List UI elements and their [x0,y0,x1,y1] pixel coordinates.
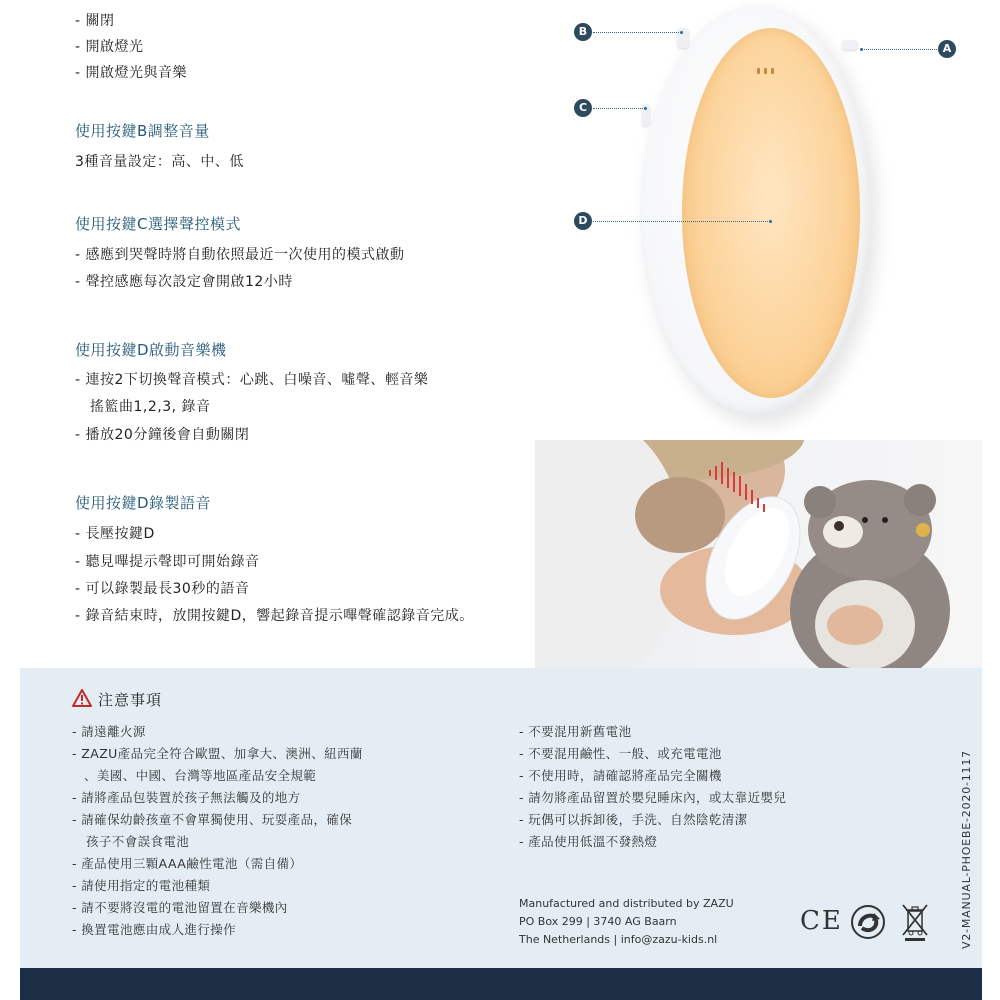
mode-off-item: - 關閉 [75,13,115,29]
footer-bar [20,968,982,1000]
weee-bin-icon [900,902,930,942]
section-rec-item: - 錄音結束時，放開按鍵D，響起錄音提示嗶聲確認錄音完成。 [75,608,474,624]
section-rec-item: - 可以錄製最長30秒的語音 [75,581,250,597]
notice-left-item: - 產品使用三顆AAA鹼性電池（需自備） [72,856,303,871]
section-rec-item: - 聽見嗶提示聲即可開始錄音 [75,554,260,570]
notice-title: 注意事項 [98,691,163,709]
label-c-leader [593,108,645,109]
notice-right-item: - 不要混用鹼性、一般、或充電電池 [519,746,722,761]
label-a-leader [862,49,937,50]
notice-left-item: - 請確保幼齡孩童不會單獨使用、玩耍產品，確保 [72,812,353,827]
notice-left-item: - 換置電池應由成人進行操作 [72,922,237,937]
section-c-item: - 感應到哭聲時將自動依照最近一次使用的模式啟動 [75,247,405,263]
section-c-heading: 使用按鍵C選擇聲控模式 [75,215,241,233]
notice-left-item: - ZAZU產品完全符合歐盟、加拿大、澳洲、紐西蘭 [72,746,363,761]
notice-left-item-cont: 、美國、中國、台灣等地區產品安全規範 [84,768,317,783]
label-a-leader-end [860,48,863,51]
notice-left-item-cont: 孩子不會誤食電池 [86,834,190,849]
label-d-marker: D [574,212,592,230]
contact-line: The Netherlands | info@zazu-kids.nl [519,933,718,946]
label-b-marker: B [574,23,592,41]
label-b-leader [593,32,681,33]
notice-left-item: - 請將產品包裝置於孩子無法觸及的地方 [72,790,301,805]
usage-photo [535,440,982,668]
section-d-item: - 播放20分鐘後會自動關閉 [75,427,250,443]
notice-right-item: - 產品使用低溫不發熱燈 [519,834,658,849]
section-rec-heading: 使用按鍵D錄製語音 [75,494,212,512]
label-d-leader-end [769,220,772,223]
notice-right-item: - 不要混用新舊電池 [519,724,632,739]
section-b-text: 3種音量設定：高、中、低 [75,154,244,170]
notice-left-item: - 請不要將沒電的電池留置在音樂機內 [72,900,288,915]
notice-right-item: - 請勿將產品留置於嬰兒睡床內，或太靠近嬰兒 [519,790,787,805]
speaker-slot [771,68,774,74]
section-c-item: - 聲控感應每次設定會開啟12小時 [75,274,293,290]
section-d-item: - 連按2下切換聲音模式：心跳、白噪音、噓聲、輕音樂 [75,372,429,388]
label-c-marker: C [574,99,592,117]
notice-left-item: - 請使用指定的電池種類 [72,878,211,893]
section-d-heading: 使用按鍵D啟動音樂機 [75,341,227,359]
manual-version-code: V2-MANUAL-PHOEBE-2020-1117 [960,750,973,949]
warning-icon [72,689,92,707]
notice-right-item: - 玩偶可以拆卸後，手洗、自然陰乾清潔 [519,812,748,827]
section-rec-item: - 長壓按鍵D [75,526,155,542]
speaker-slot [764,68,767,74]
section-d-item-cont: 搖籃曲1,2,3, 錄音 [90,399,211,415]
notice-left-item: - 請遠離火源 [72,724,146,739]
notice-right-item: - 不使用時，請確認將產品完全關機 [519,768,722,783]
label-a-marker: A [938,40,956,58]
button-b-nub [677,28,689,48]
button-a-nub [842,40,858,50]
recycle-icon [850,904,886,940]
mode-light-music-item: - 開啟燈光與音樂 [75,65,188,81]
device-light-panel [682,28,860,398]
section-b-heading: 使用按鍵B調整音量 [75,122,210,140]
address-line: PO Box 299 | 3740 AG Baarn [519,915,677,928]
manufacturer-line: Manufactured and distributed by ZAZU [519,897,734,910]
label-b-leader-end [680,31,683,34]
usage-photo-illustration [535,440,982,668]
label-d-leader [593,221,770,222]
label-c-leader-end [644,107,647,110]
mode-light-item: - 開啟燈光 [75,39,144,55]
ce-mark: CE [800,906,843,936]
speaker-slot [757,68,760,74]
